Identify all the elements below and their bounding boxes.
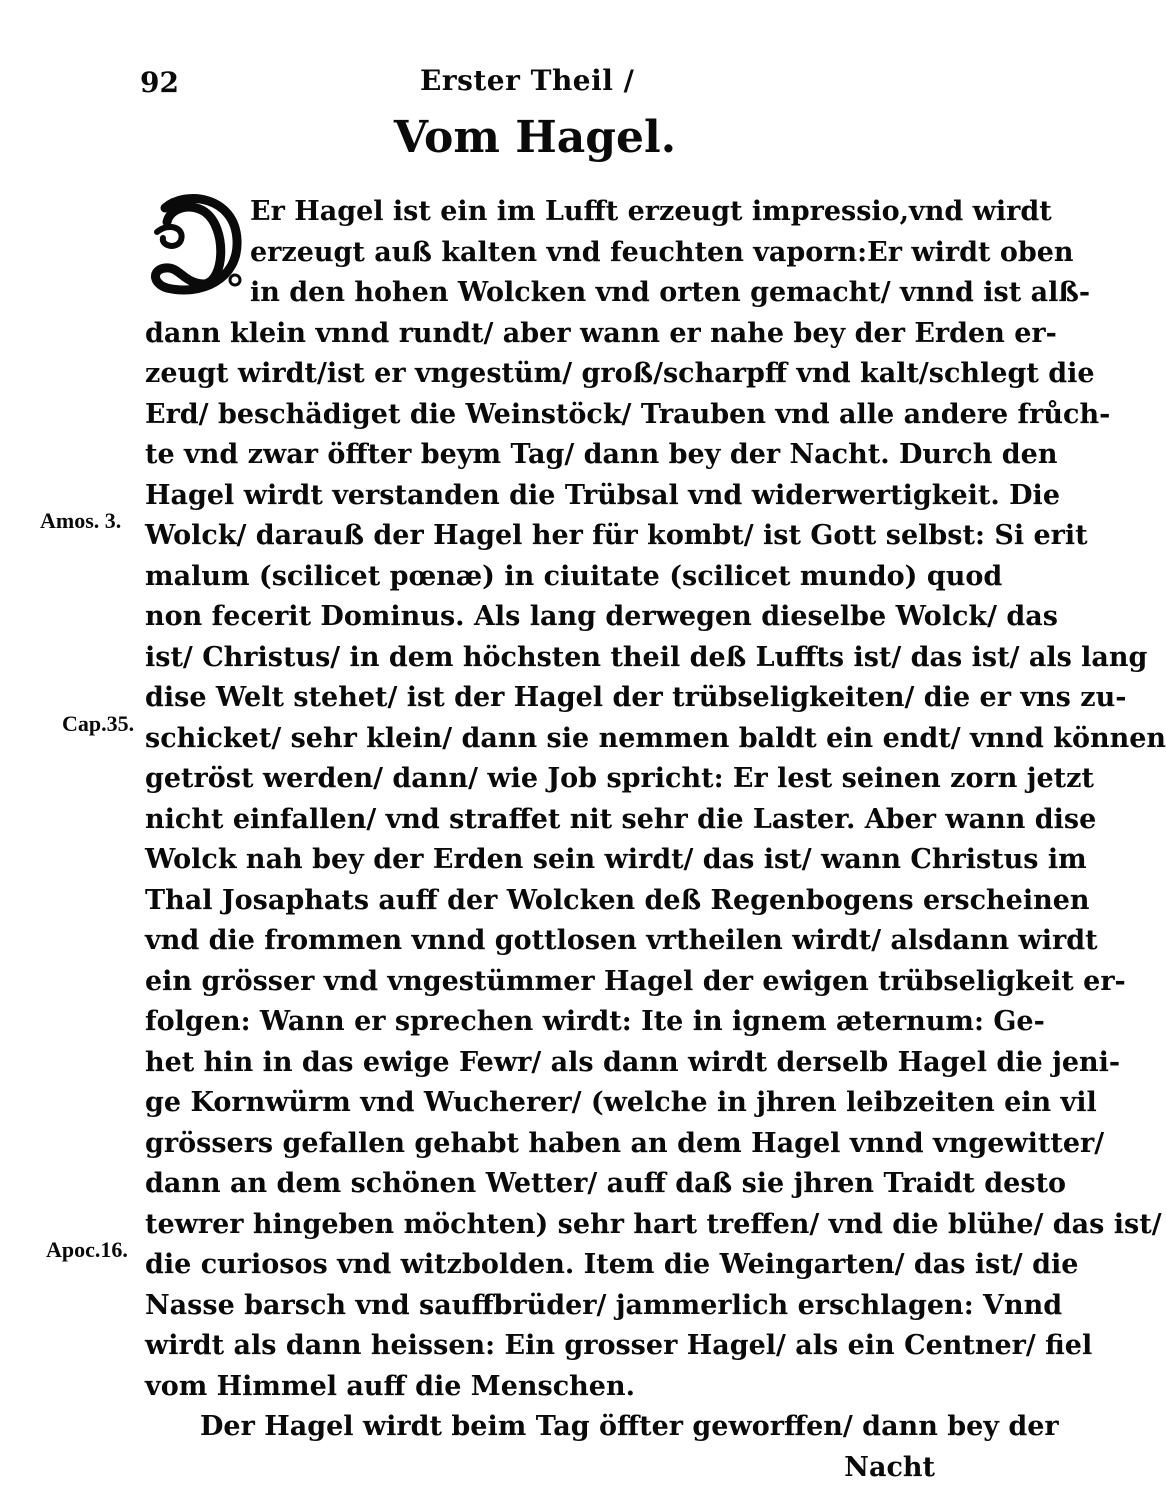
chapter-title: Vom Hagel. — [0, 112, 1000, 163]
page-number: 92 — [140, 66, 179, 99]
text-line: in den hohen Wolcken vnd orten gemacht/ vnnd ist alß- — [145, 273, 945, 314]
text-line: Wolck/ darauß der Hagel her für kombt/ ist Gott selbst: Si erit — [145, 516, 945, 557]
text-line: nicht einfallen/ vnd straffet nit sehr die Laster. Aber wann dise — [145, 800, 945, 841]
body-text — [145, 192, 945, 1488]
text-line: folgen: Wann er sprechen wirdt: Ite in ignem æternum: Ge- — [145, 1002, 945, 1043]
page-header — [140, 60, 940, 100]
text-line: grössers gefallen gehabt haben an dem Hagel vnnd vngewitter/ — [145, 1124, 945, 1165]
text-line: ist/ Christus/ in dem höchsten theil deß Luffts ist/ das ist/ als lang — [145, 638, 945, 679]
text-line: Wolck nah bey der Erden sein wirdt/ das ist/ wann Christus im — [145, 840, 945, 881]
catchword: Nacht — [145, 1448, 945, 1488]
text-line: het hin in das ewige Fewr/ als dann wirdt derselb Hagel die jeni- — [145, 1043, 945, 1084]
text-line: getröst werden/ dann/ wie Job spricht: Er lest seinen zorn jetzt — [145, 759, 945, 800]
paragraph-start-line: Der Hagel wirdt beim Tag öffter geworffen/ dann bey der — [145, 1407, 945, 1448]
text-line: Erd/ beschädiget die Weinstöck/ Trauben vnd alle andere frůch- — [145, 395, 945, 436]
text-line: tewrer hingeben möchten) sehr hart treffen/ vnd die blühe/ das ist/ — [145, 1205, 945, 1246]
text-line: Thal Josaphats auff der Wolcken deß Regenbogens erscheinen — [145, 881, 945, 922]
margin-note-cap: Cap.35. — [62, 711, 134, 737]
text-line: Er Hagel ist ein im Lufft erzeugt impressio,vnd wirdt — [145, 192, 945, 233]
text-line: dise Welt stehet/ ist der Hagel der trübseligkeiten/ die er vns zu- — [145, 678, 945, 719]
text-line: malum (scilicet pœnæ) in ciuitate (scilicet mundo) quod — [145, 557, 945, 598]
text-line: Nasse barsch vnd sauffbrüder/ jammerlich erschlagen: Vnnd — [145, 1286, 945, 1327]
text-line: die curiosos vnd witzbolden. Item die Weingarten/ das ist/ die — [145, 1245, 945, 1286]
text-line: te vnd zwar öffter beym Tag/ dann bey der Nacht. Durch den — [145, 435, 945, 476]
text-line: non fecerit Dominus. Als lang derwegen dieselbe Wolck/ das — [145, 597, 945, 638]
text-line: schicket/ sehr klein/ dann sie nemmen baldt ein endt/ vnnd können — [145, 719, 945, 760]
running-head: Erster Theil / — [420, 64, 634, 97]
text-line: ge Kornwürm vnd Wucherer/ (welche in jhren leibzeiten ein vil — [145, 1083, 945, 1124]
text-line: ein grösser vnd vngestümmer Hagel der ewigen trübseligkeit er- — [145, 962, 945, 1003]
text-line: zeugt wirdt/ist er vngestüm/ groß/scharpff vnd kalt/schlegt die — [145, 354, 945, 395]
text-line: vnd die frommen vnnd gottlosen vrtheilen wirdt/ alsdann wirdt — [145, 921, 945, 962]
text-line: Hagel wirdt verstanden die Trübsal vnd widerwertigkeit. Die — [145, 476, 945, 517]
text-line: vom Himmel auff die Menschen. — [145, 1367, 945, 1408]
text-line: wirdt als dann heissen: Ein grosser Hagel/ als ein Centner/ fiel — [145, 1326, 945, 1367]
text-line: dann klein vnnd rundt/ aber wann er nahe bey der Erden er- — [145, 314, 945, 355]
text-line: erzeugt auß kalten vnd feuchten vaporn:Er wirdt oben — [145, 233, 945, 274]
margin-note-apoc: Apoc.16. — [46, 1237, 128, 1263]
margin-note-amos: Amos. 3. — [40, 508, 121, 534]
text-line: dann an dem schönen Wetter/ auff daß sie jhren Traidt desto — [145, 1164, 945, 1205]
